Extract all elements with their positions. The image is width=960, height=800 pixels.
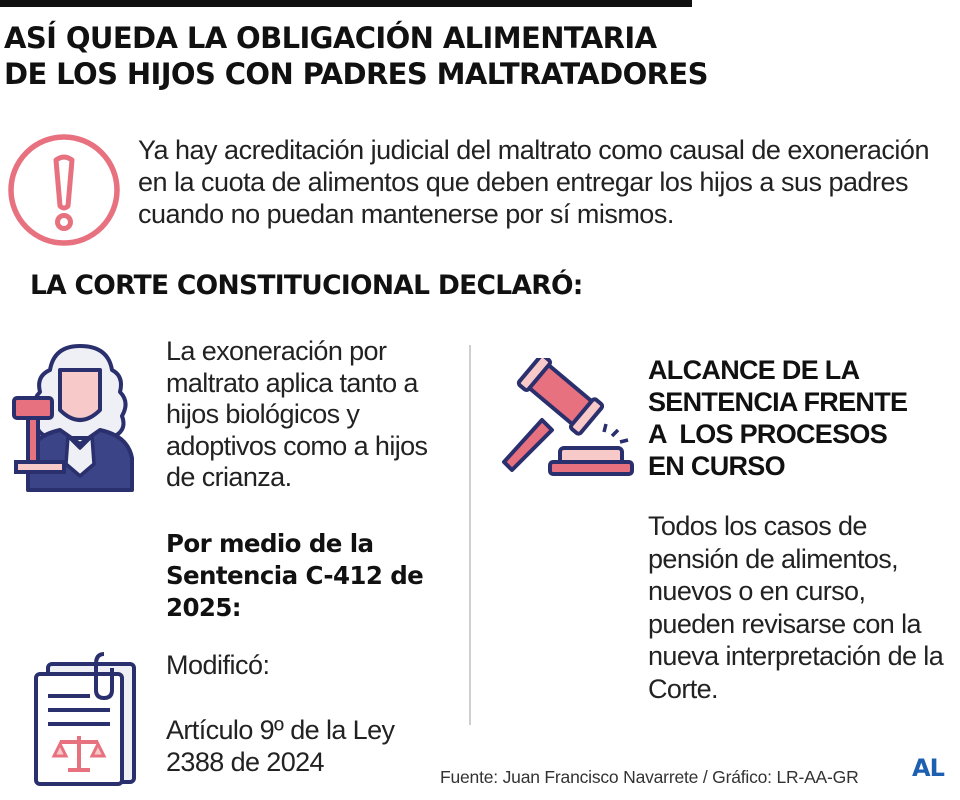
- alcance-line-1: ALCANCE DE LA: [648, 355, 860, 385]
- gavel-icon: [494, 358, 634, 478]
- title-line-1: ASÍ QUEDA LA OBLIGACIÓN ALIMENTARIA: [4, 21, 657, 55]
- column-divider: [469, 345, 471, 725]
- articulo-text: Artículo 9º de la Ley 2388 de 2024: [166, 715, 395, 777]
- alcance-line-4: EN CURSO: [648, 451, 785, 481]
- casos-text: Todos los casos de pensión de alimentos, nuevos o en curso, pueden revisarse con la nueva interpretación de la Corte.: [648, 511, 944, 704]
- exclamation-circle-icon: [6, 130, 126, 250]
- source-credit: Fuente: Juan Francisco Navarrete / Gráfico: LR-AA-GR: [440, 767, 859, 787]
- modifico-label: Modificó:: [166, 650, 270, 680]
- judge-icon: [10, 340, 145, 492]
- intro-text: Ya hay acreditación judicial del maltrato como causal de exoneración en la cuota de alimentos que deben entregar los hijos a sus padres cuando no puedan mantenerse por sí mismos.: [138, 135, 929, 229]
- alcance-line-3: A LOS PROCESOS: [648, 419, 888, 449]
- title-line-2: DE LOS HIJOS CON PADRES MALTRATADORES: [4, 57, 708, 91]
- legal-document-icon: [30, 650, 140, 788]
- alcance-heading: [648, 354, 958, 482]
- alcance-line-2: SENTENCIA FRENTE: [648, 387, 908, 417]
- brand-logo: AL: [912, 754, 944, 782]
- exoneracion-text: La exoneración por maltrato aplica tanto a hijos biológicos y adoptivos como a hijos de crianza.: [166, 336, 428, 492]
- top-rule: [0, 0, 692, 7]
- page-title: [4, 20, 764, 92]
- section-title: LA CORTE CONSTITUCIONAL DECLARÓ:: [30, 270, 583, 301]
- sentencia-text: Por medio de la Sentencia C-412 de 2025:: [166, 529, 424, 622]
